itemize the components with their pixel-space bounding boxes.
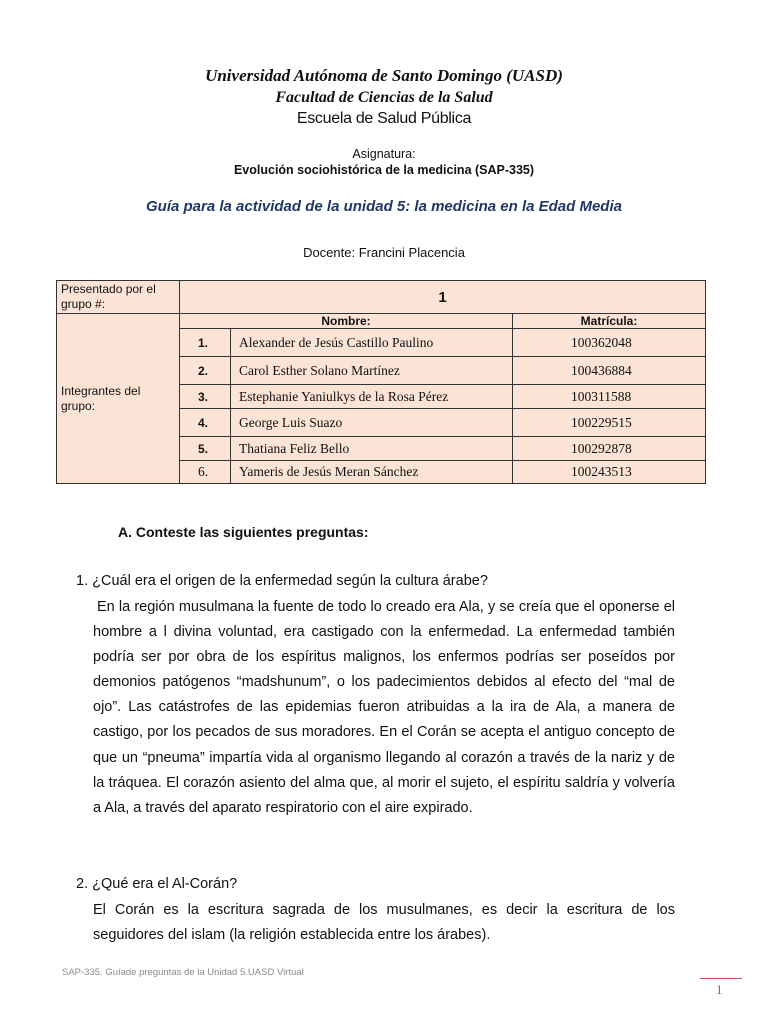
teacher-name: Docente: Francini Placencia bbox=[303, 245, 465, 260]
row-number: 6. bbox=[180, 461, 231, 484]
row-number: 2. bbox=[180, 357, 231, 385]
section-a-heading: A. Conteste las siguientes preguntas: bbox=[118, 524, 369, 540]
group-number: 1 bbox=[180, 281, 706, 314]
members-label: Integrantes del grupo: bbox=[57, 314, 180, 484]
member-id: 100229515 bbox=[513, 409, 706, 437]
member-id: 100243513 bbox=[513, 461, 706, 484]
row-number: 5. bbox=[180, 437, 231, 461]
row-number: 1. bbox=[180, 329, 231, 357]
member-name: Thatiana Feliz Bello bbox=[231, 437, 513, 461]
guide-title: Guía para la actividad de la unidad 5: la medicina en la Edad Media bbox=[146, 198, 622, 215]
member-name: Carol Esther Solano Martínez bbox=[231, 357, 513, 385]
row-number: 4. bbox=[180, 409, 231, 437]
presented-label: Presentado por el grupo #: bbox=[57, 281, 180, 314]
member-name: Yameris de Jesús Meran Sánchez bbox=[231, 461, 513, 484]
member-id: 100362048 bbox=[513, 329, 706, 357]
group-table bbox=[56, 280, 706, 484]
question-1: 1. ¿Cuál era el origen de la enfermedad según la cultura árabe? bbox=[76, 573, 488, 589]
page-footer: SAP-335. Guíade preguntas de la Unidad 5.UASD Virtual bbox=[62, 967, 304, 978]
column-name-header: Nombre: bbox=[180, 314, 513, 329]
group-number-row bbox=[57, 281, 706, 314]
answer-2: El Corán es la escritura sagrada de los musulmanes, es decir la escritura de los seguidores del islam (la religión establecida entre los árabes). bbox=[93, 902, 675, 944]
member-id: 100436884 bbox=[513, 357, 706, 385]
answer-1: En la región musulmana la fuente de todo lo creado era Ala, y se creía que el oponerse el hombre a l divina voluntad, era castigado con la enfermedad. La enfermedad también podría ser por obra de los espíritus malignos, los enfermos podrías ser poseídos por demonios patógenos “madshunum”, o los padecimientos debidos al efecto del “mal de ojo”. Las catástrofes de las epidemias fueron atribuidas a la ira de Ala, a manera de castigo, por los pecados de sus moradores. En el Corán se acepta el antiguo concepto de que un “pneuma” impartía vida al organismo llegando al corazón a través de la nariz y de la tráquea. El corazón asiento del alma que, al morir el sujeto, el espíritu saldría y volvería a Ala, a través del aparato respiratorio con el aire expirado. bbox=[93, 599, 675, 816]
member-name: Alexander de Jesús Castillo Paulino bbox=[231, 329, 513, 357]
question-2: 2. ¿Qué era el Al-Corán? bbox=[76, 876, 238, 892]
member-id: 100292878 bbox=[513, 437, 706, 461]
subject-name: Evolución sociohistórica de la medicina (SAP-335) bbox=[233, 163, 535, 177]
column-id-header: Matrícula: bbox=[513, 314, 706, 329]
member-id: 100311588 bbox=[513, 385, 706, 409]
member-name: Estephanie Yaniulkys de la Rosa Pérez bbox=[231, 385, 513, 409]
school-title: Escuela de Salud Pública bbox=[296, 110, 472, 127]
university-title: Universidad Autónoma de Santo Domingo (UASD) bbox=[205, 66, 563, 85]
table-header-row bbox=[57, 314, 706, 329]
row-number: 3. bbox=[180, 385, 231, 409]
page-number-rule bbox=[700, 978, 742, 979]
member-name: George Luis Suazo bbox=[231, 409, 513, 437]
page-number: 1 bbox=[716, 982, 723, 997]
faculty-title: Facultad de Ciencias de la Salud bbox=[275, 89, 493, 106]
subject-label: Asignatura: bbox=[352, 147, 416, 161]
